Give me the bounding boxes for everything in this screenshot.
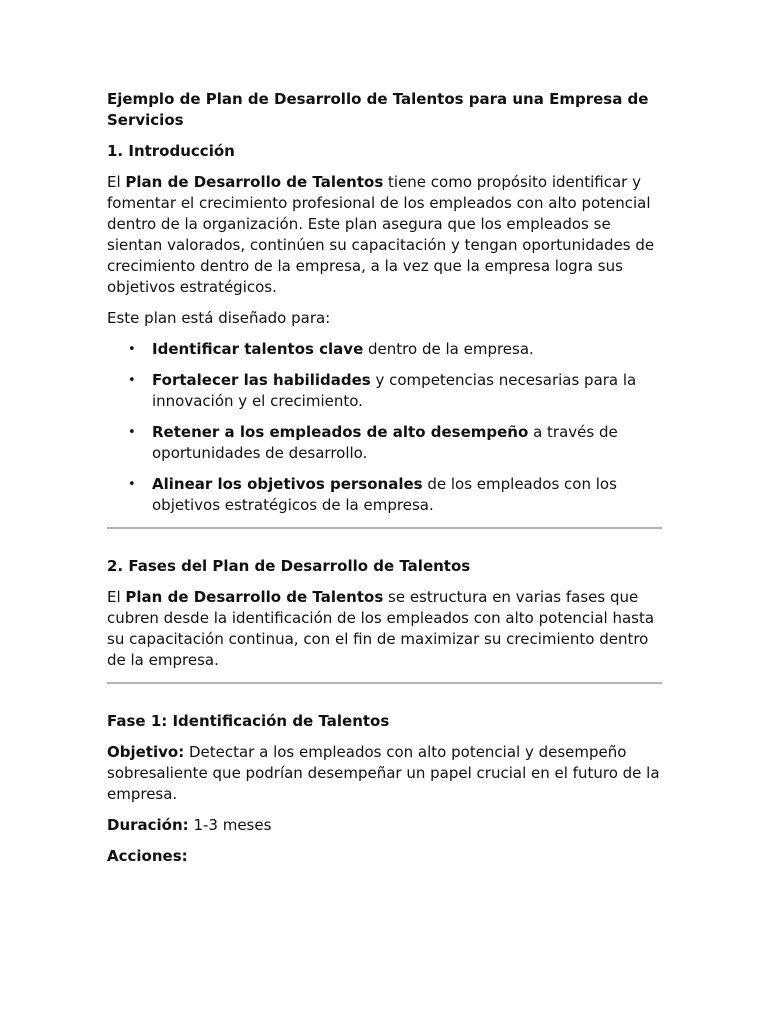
- phase-1-objective: [107, 742, 662, 805]
- intro-prefix: El: [107, 173, 126, 191]
- bullet-text: y competencias necesarias para la innovación y el crecimiento.: [152, 371, 637, 410]
- bullet-text: dentro de la empresa.: [363, 340, 534, 358]
- objective-label: Objetivo:: [107, 743, 185, 761]
- intro-body: tiene como propósito identificar y fomentar el crecimiento profesional de los empleados con alto potencial dentro de la organización. Este plan asegura que los empleados se sientan valorados, continúen su capacitación y tengan oportunidades de crecimiento dentro de la empresa, a la vez que la empresa logra sus objetivos estratégicos.: [107, 173, 655, 296]
- bullet-item: [152, 422, 662, 464]
- section-divider: [107, 682, 662, 684]
- phase-1-duration: [107, 815, 662, 836]
- document-title: Ejemplo de Plan de Desarrollo de Talentos para una Empresa de Servicios: [107, 90, 649, 129]
- bullet-item: [152, 370, 662, 412]
- section-2-prefix: El: [107, 588, 126, 606]
- bullet-bold: Alinear los objetivos personales: [152, 475, 423, 493]
- plan-name-bold: Plan de Desarrollo de Talentos: [125, 173, 384, 191]
- bullet-text: de los empleados con los objetivos estratégicos de la empresa.: [152, 475, 617, 514]
- document-page: [107, 89, 662, 877]
- section-divider: [107, 527, 662, 529]
- section-2-heading: 2. Fases del Plan de Desarrollo de Talentos: [107, 557, 471, 575]
- phase-1-heading: Fase 1: Identificación de Talentos: [107, 712, 390, 730]
- bullet-text: a través de oportunidades de desarrollo.: [152, 423, 618, 462]
- section-1-intro-paragraph: [107, 172, 662, 298]
- section-2-body: se estructura en varias fases que cubren desde la identificación de los empleados con alto potencial hasta su capacitación continua, con el fin de maximizar su crecimiento dentro de la empresa.: [107, 588, 655, 669]
- bullet-bold: Fortalecer las habilidades: [152, 371, 371, 389]
- objective-text: Detectar a los empleados con alto potencial y desempeño sobresaliente que podrían desempeñar un papel crucial en el futuro de la empresa.: [107, 743, 660, 803]
- bullet-bold: Identificar talentos clave: [152, 340, 364, 358]
- duration-text: 1-3 meses: [188, 816, 272, 834]
- purpose-bullet-list: [107, 339, 662, 516]
- actions-label: Acciones:: [107, 847, 188, 865]
- section-1-purpose-lead: Este plan está diseñado para:: [107, 309, 331, 327]
- plan-name-bold: Plan de Desarrollo de Talentos: [125, 588, 384, 606]
- phase-1-actions-label: [107, 846, 662, 867]
- section-1-heading: 1. Introducción: [107, 142, 235, 160]
- bullet-item: [152, 474, 662, 516]
- bullet-bold: Retener a los empleados de alto desempeño: [152, 423, 529, 441]
- duration-label: Duración:: [107, 816, 189, 834]
- section-2-paragraph: [107, 587, 662, 671]
- bullet-item: [152, 339, 662, 360]
